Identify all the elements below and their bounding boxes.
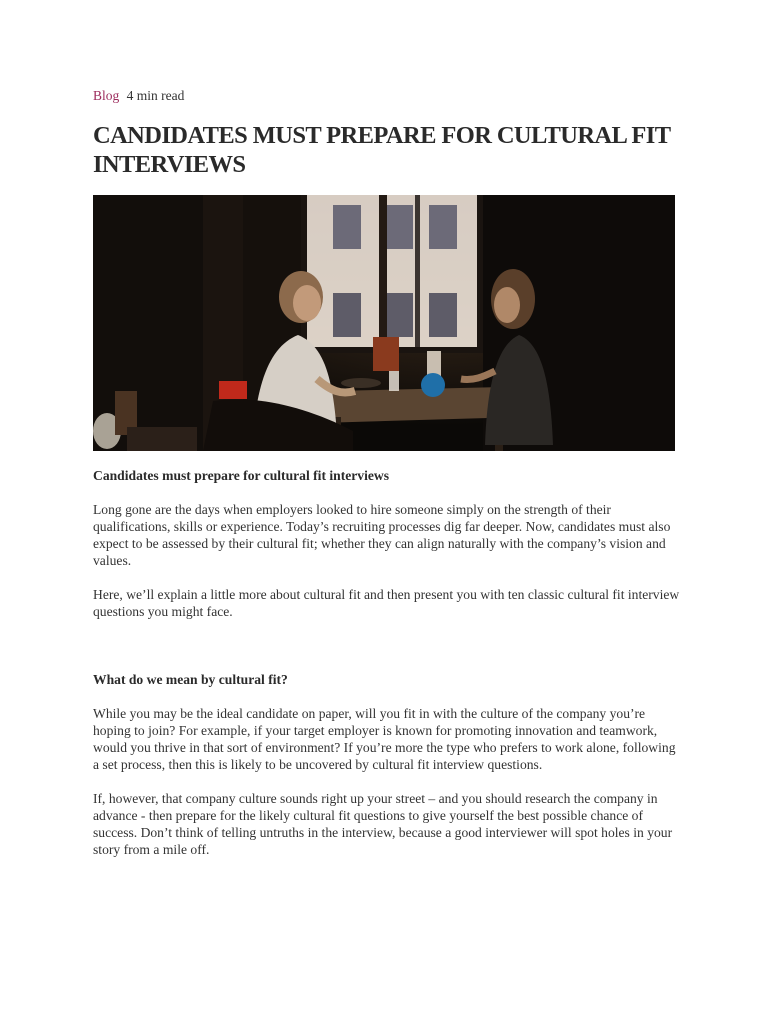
read-time: 4 min read	[126, 88, 185, 103]
section-heading: What do we mean by cultural fit?	[93, 672, 288, 687]
paragraph-intro: Long gone are the days when employers looked to hire someone simply on the strength of their qualifications, skills or experience. Today’s recruiting processes dig far deeper. Now, candidates must also expect to be assessed by their cultural fit; whether they can align naturally with the company’s vision and values.	[93, 502, 671, 568]
hero-photo	[93, 195, 675, 451]
article-body	[93, 467, 683, 875]
article-subtitle: Candidates must prepare for cultural fit interviews	[93, 468, 390, 483]
paragraph-culture: While you may be the ideal candidate on paper, will you fit in with the culture of the company you’re hoping to join? For example, if your target employer is known for promoting innovation and teamwork, would you thrive in that sort of environment? If you’re more the type who prefers to work alone, following a set process, then this is likely to be uncovered by cultural fit interview questions.	[93, 706, 676, 772]
hero-image	[93, 195, 675, 451]
article-title: CANDIDATES MUST PREPARE FOR CULTURAL FIT INTERVIEWS	[93, 122, 671, 178]
article-meta	[93, 87, 184, 105]
paragraph-overview: Here, we’ll explain a little more about cultural fit and then present you with ten classic cultural fit interview questions you might face.	[93, 587, 680, 619]
section-spacer	[93, 637, 683, 671]
paragraph-research: If, however, that company culture sounds right up your street – and you should research the company in advance - then prepare for the likely cultural fit questions to give yourself the best possible chance of success. Don’t think of telling untruths in the interview, because a good interviewer will spot holes in your story from a mile off.	[93, 791, 673, 857]
category-link[interactable]: Blog	[93, 88, 120, 103]
